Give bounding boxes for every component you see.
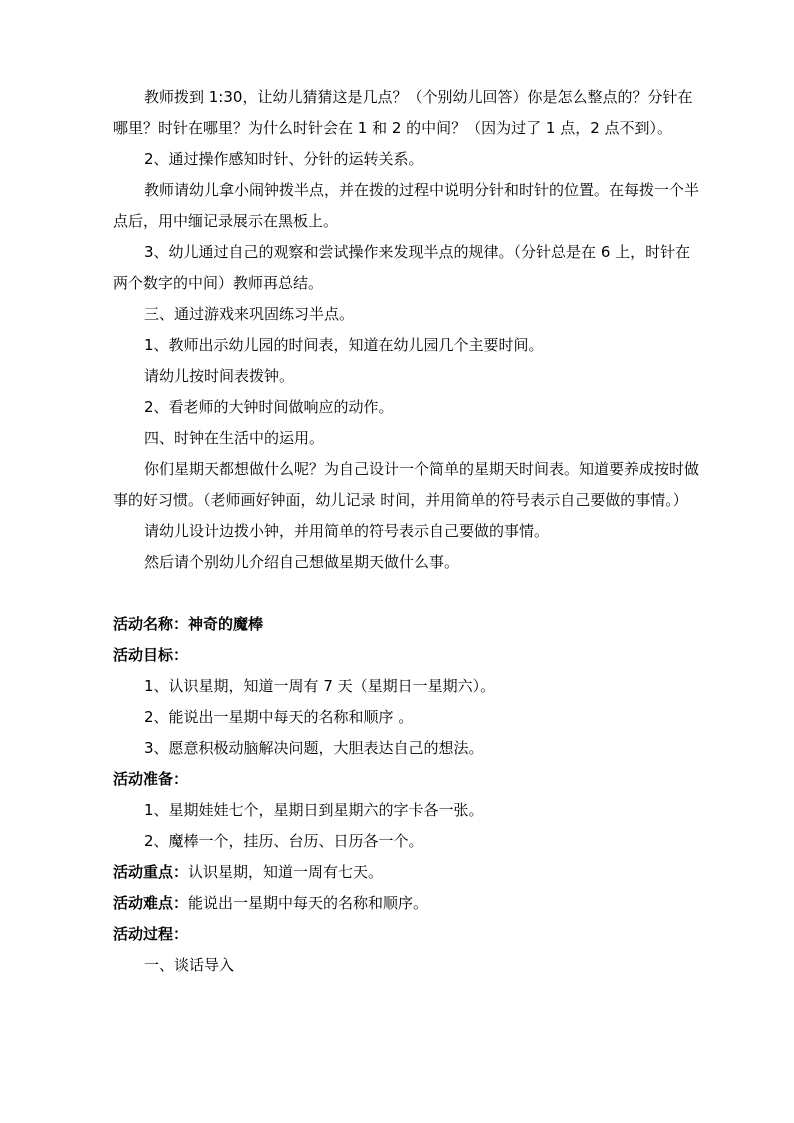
paragraph: 然后请个别幼儿介绍自己想做星期天做什么事。 [144, 553, 460, 571]
paragraph: 教师拨到 1:30，让幼儿猜猜这是几点？（个别幼儿回答）你是怎么整点的？分针在哪里？时针在哪里？为什么时针会在 1 和 2 的中间？（因为过了 1 点，2 点不到）。 [113, 88, 693, 137]
difficulty-line [113, 888, 703, 919]
key-point-label: 活动重点： [113, 863, 189, 881]
goal-item: 2、能说出一星期中每天的名称和顺序 。 [144, 708, 414, 726]
paragraph: 请幼儿按时间表拨钟。 [144, 367, 295, 385]
prep-item: 1、星期娃娃七个，星期日到星期六的字卡各一张。 [144, 801, 484, 819]
process-item: 一、谈话导入 [144, 956, 235, 974]
prep-item: 2、魔棒一个，挂历、台历、日历各一个。 [144, 832, 424, 850]
prep-heading: 活动准备： [113, 770, 189, 788]
goals-heading: 活动目标： [113, 646, 189, 664]
section-gap [113, 578, 703, 609]
paragraph: 请幼儿设计边拨小钟，并用简单的符号表示自己要做的事情。 [144, 522, 550, 540]
activity-name-heading: 活动名称：神奇的魔棒 [113, 615, 264, 633]
paragraph: 三、通过游戏来巩固练习半点。 [144, 305, 355, 323]
paragraph: 2、通过操作感知时针、分针的运转关系。 [144, 150, 424, 168]
document-page [113, 82, 703, 981]
process-heading: 活动过程： [113, 925, 189, 943]
key-point-text: 认识星期，知道一周有七天。 [188, 863, 384, 881]
goal-item: 1、认识星期，知道一周有 7 天（星期日一星期六）。 [144, 677, 496, 695]
key-point-line [113, 857, 703, 888]
difficulty-label: 活动难点： [113, 894, 189, 912]
paragraph: 1、教师出示幼儿园的时间表，知道在幼儿园几个主要时间。 [144, 336, 544, 354]
paragraph: 你们星期天都想做什么呢？为自己设计一个简单的星期天时间表。知道要养成按时做事的好习惯。（老师画好钟面，幼儿记录 时间，并用简单的符号表示自己要做的事情。） [113, 460, 700, 509]
goal-item: 3、愿意积极动脑解决问题，大胆表达自己的想法。 [144, 739, 484, 757]
paragraph: 3、幼儿通过自己的观察和尝试操作来发现半点的规律。（分针总是在 6 上，时针在两个数字的中间）教师再总结。 [113, 243, 691, 292]
difficulty-text: 能说出一星期中每天的名称和顺序。 [188, 894, 429, 912]
paragraph: 教师请幼儿拿小闹钟拨半点，并在拨的过程中说明分针和时针的位置。在每拨一个半点后，用中缅记录展示在黑板上。 [113, 181, 700, 230]
paragraph: 2、看老师的大钟时间做响应的动作。 [144, 398, 394, 416]
paragraph: 四、时钟在生活中的运用。 [144, 429, 325, 447]
